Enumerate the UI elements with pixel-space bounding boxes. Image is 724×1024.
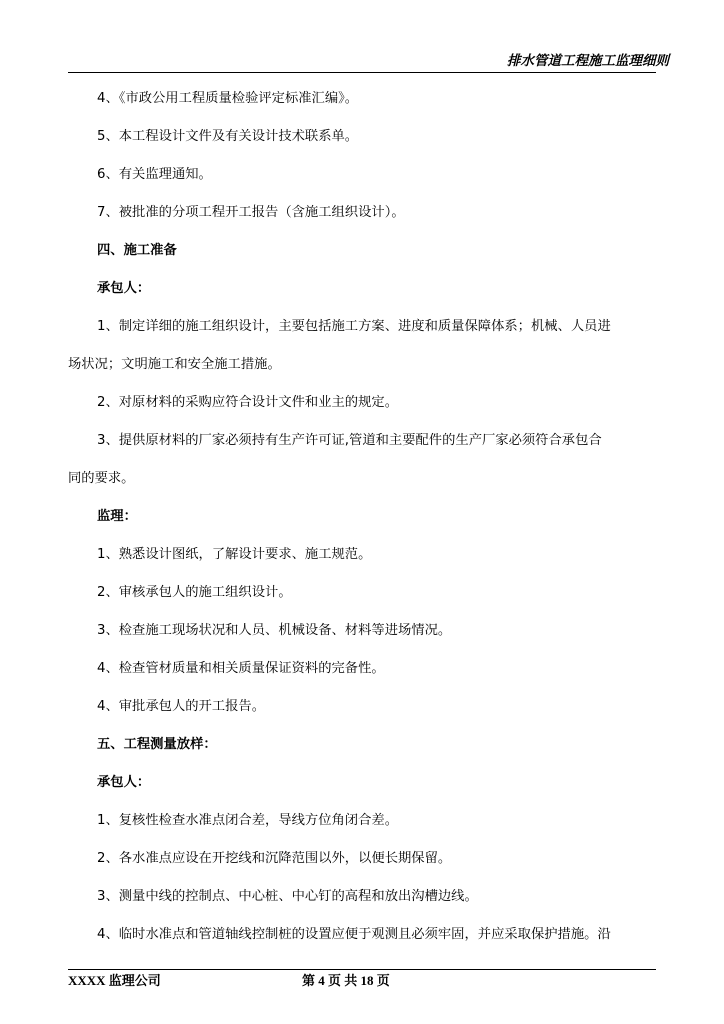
list-item-supervision-2: 2、审核承包人的施工组织设计。 [97, 585, 292, 600]
subheading-contractor: 承包人： [97, 281, 151, 296]
list-item-reference-4: 4、《市政公用工程质量检验评定标准汇编》。 [97, 91, 359, 106]
section-heading-survey-layout: 五、工程测量放样： [97, 737, 217, 752]
list-item-survey-1: 1、复核性检查水准点闭合差，导线方位角闭合差。 [97, 813, 398, 828]
list-item-reference-6: 6、有关监理通知。 [97, 167, 212, 182]
list-item-survey-4: 4、临时水准点和管道轴线控制桩的设置应便于观测且必须牢固，并应采取保护措施。沿 [97, 927, 611, 942]
list-item-supervision-4: 4、检查管材质量和相关质量保证资料的完备性。 [97, 661, 385, 676]
subheading-contractor-survey: 承包人： [97, 775, 151, 790]
list-item-reference-5: 5、本工程设计文件及有关设计技术联系单。 [97, 129, 359, 144]
list-item-survey-2: 2、各水准点应设在开挖线和沉降范围以外，以便长期保留。 [97, 851, 452, 866]
list-item-supervision-3: 3、检查施工现场状况和人员、机械设备、材料等进场情况。 [97, 623, 452, 638]
list-item-prep-2: 2、对原材料的采购应符合设计文件和业主的规定。 [97, 395, 398, 410]
section-heading-construction-prep: 四、施工准备 [97, 243, 177, 258]
footer-divider [68, 969, 656, 970]
list-item-prep-3-line1: 3、提供原材料的厂家必须持有生产许可证,管道和主要配件的生产厂家必须符合承包合 [97, 433, 602, 448]
list-item-prep-1-line1: 1、制定详细的施工组织设计，主要包括施工方案、进度和质量保障体系；机械、人员进 [97, 319, 611, 334]
document-body [68, 80, 656, 954]
list-item-reference-7: 7、被批准的分项工程开工报告（含施工组织设计）。 [97, 205, 405, 220]
footer-page-number: 第 4 页 共 18 页 [302, 973, 390, 988]
list-item-supervision-5: 4、审批承包人的开工报告。 [97, 699, 266, 714]
list-item-prep-3-line2: 同的要求。 [68, 471, 135, 486]
footer-company-name: XXXX 监理公司 [68, 973, 161, 988]
document-header-title: 排水管道工程施工监理细则 [507, 53, 669, 69]
list-item-supervision-1: 1、熟悉设计图纸，了解设计要求、施工规范。 [97, 547, 372, 562]
list-item-survey-3: 3、测量中线的控制点、中心桩、中心钉的高程和放出沟槽边线。 [97, 889, 478, 904]
subheading-supervision: 监理： [97, 509, 137, 524]
list-item-prep-1-line2: 场状况；文明施工和安全施工措施。 [68, 357, 281, 372]
header-divider [68, 72, 656, 73]
